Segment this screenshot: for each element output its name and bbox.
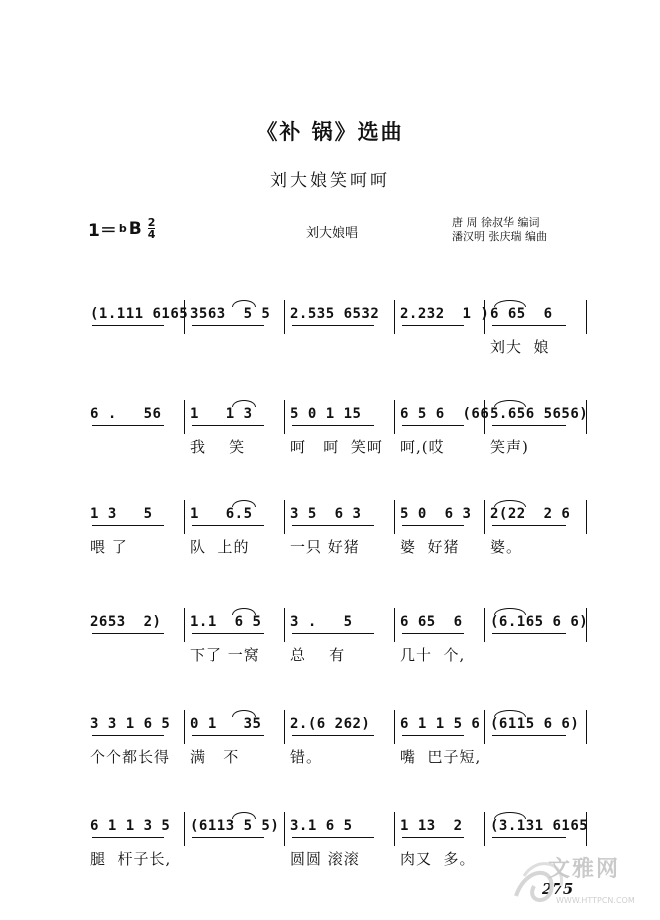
beam-line (492, 633, 566, 634)
measure-notes: 3 5 6 3 (290, 506, 362, 522)
beam-line (292, 837, 374, 838)
measure-lyrics: 喂 了 (90, 538, 128, 556)
slur-mark (494, 710, 526, 717)
measure-lyrics: 错。 (290, 748, 323, 766)
slur-mark (232, 500, 256, 507)
measure-notes: 1 3 5 (90, 506, 153, 522)
score-system (84, 400, 589, 470)
beam-line (492, 837, 566, 838)
beam-line (92, 425, 164, 426)
beam-line (402, 325, 464, 326)
beam-line (292, 525, 374, 526)
slur-mark (494, 300, 526, 307)
measure-notes: 6 5 6 (66 (400, 406, 490, 422)
measure-notes: (1.111 6165 (90, 306, 189, 322)
measure-notes: 6 . 56 (90, 406, 162, 422)
barline (394, 300, 395, 334)
barline (586, 300, 587, 334)
beam-line (492, 425, 566, 426)
flat-sign: b (118, 222, 127, 235)
slur-mark (494, 608, 526, 615)
credits (452, 216, 547, 244)
barline (284, 812, 285, 846)
slur-mark (494, 812, 526, 819)
measure-notes: 1 1 3 (190, 406, 253, 422)
beam-line (92, 735, 164, 736)
watermark-url: WWW.HTTPCN.COM (556, 896, 635, 905)
beam-line (492, 735, 566, 736)
key-signature (88, 216, 155, 241)
slur-mark (494, 500, 526, 507)
slur-mark (494, 400, 526, 407)
barline (586, 500, 587, 534)
measure-lyrics: 一只 好猪 (290, 538, 360, 556)
measure-lyrics: 刘大 娘 (490, 338, 550, 356)
measure-notes: 5 0 6 3 (400, 506, 472, 522)
barline (284, 400, 285, 434)
measure-notes: (6115 6 6) (490, 716, 580, 732)
measure-lyrics: 我 笑 (190, 438, 246, 456)
measure-notes: 1 6.5 (190, 506, 253, 522)
measure-lyrics: 个个都长得 (90, 748, 171, 766)
barline (484, 812, 485, 846)
measure-lyrics: 几十 个, (400, 646, 466, 664)
measure-notes: (6113 5 5) (190, 818, 280, 834)
measure-lyrics: 呵 呵 笑呵 (290, 438, 383, 456)
barline (284, 608, 285, 642)
barline (484, 608, 485, 642)
barline (394, 710, 395, 744)
page-title: 《补 锅》选曲 (256, 119, 404, 144)
barline (184, 812, 185, 846)
barline (586, 710, 587, 744)
beam-line (402, 837, 464, 838)
beam-line (92, 525, 164, 526)
barline (284, 710, 285, 744)
measure-lyrics: 下了 一窝 (190, 646, 260, 664)
slur-mark (232, 300, 256, 307)
barline (184, 400, 185, 434)
song-title: 刘大娘笑呵呵 (270, 171, 390, 191)
measure-lyrics: 笑声) (490, 438, 529, 456)
barline (394, 608, 395, 642)
slur-mark (232, 812, 256, 819)
measure-lyrics: 圆圆 滚滚 (290, 850, 360, 868)
score-system (84, 300, 586, 370)
barline (394, 400, 395, 434)
barline (484, 500, 485, 534)
measure-notes: 6 65 6 (400, 614, 463, 630)
measure-notes: 2.(6 262) (290, 716, 371, 732)
time-top: 2 (147, 216, 156, 229)
measure-lyrics: 腿 杆子长, (90, 850, 172, 868)
barline (184, 710, 185, 744)
beam-line (402, 525, 464, 526)
measure-lyrics: 嘴 巴子短, (400, 748, 482, 766)
measure-lyrics: 肉又 多。 (400, 850, 476, 868)
beam-line (192, 525, 264, 526)
beam-line (192, 633, 264, 634)
measure-notes: 5 0 1 15 (290, 406, 362, 422)
credits-composers: 潘汉明 张庆瑞 编曲 (452, 230, 547, 243)
beam-line (192, 735, 264, 736)
measure-notes: 3563 5 5 (190, 306, 271, 322)
barline (184, 608, 185, 642)
barline (394, 812, 395, 846)
beam-line (92, 837, 164, 838)
beam-line (492, 525, 566, 526)
beam-line (92, 633, 164, 634)
score-system (84, 710, 586, 780)
measure-notes: 2.535 6532 (290, 306, 380, 322)
measure-notes: 2(22 2 6 (490, 506, 571, 522)
page-number: 275 (542, 880, 574, 898)
measure-lyrics: 总 有 (290, 646, 346, 664)
measure-notes: 0 1 35 (190, 716, 262, 732)
measure-notes: 2.232 1 ) (400, 306, 490, 322)
measure-notes: 1.1 6 5 (190, 614, 262, 630)
key-prefix: 1＝ (88, 221, 117, 241)
measure-notes: 2653 2) (90, 614, 162, 630)
time-bottom: 4 (147, 228, 156, 241)
beam-line (292, 735, 374, 736)
barline (284, 500, 285, 534)
measure-notes: (3.131 6165 (490, 818, 589, 834)
key-note: B (128, 218, 142, 239)
barline (394, 500, 395, 534)
measure-notes: 6 65 6 (490, 306, 553, 322)
singer-label: 刘大娘唱 (306, 226, 359, 241)
barline (284, 300, 285, 334)
beam-line (192, 425, 264, 426)
slur-mark (232, 608, 256, 615)
time-signature (148, 217, 156, 240)
watermark-text: 文雅网 (548, 857, 621, 882)
barline (184, 500, 185, 534)
measure-lyrics: 队 上的 (190, 538, 250, 556)
measure-notes: 3 3 1 6 5 (90, 716, 171, 732)
measure-notes: 3 . 5 (290, 614, 353, 630)
beam-line (492, 325, 566, 326)
beam-line (402, 425, 464, 426)
beam-line (292, 425, 374, 426)
slur-mark (232, 710, 256, 717)
measure-lyrics: 呵,(哎 (400, 438, 445, 456)
beam-line (292, 633, 374, 634)
measure-notes: 5.656 5656) (490, 406, 589, 422)
beam-line (192, 837, 264, 838)
measure-lyrics: 婆。 (490, 538, 523, 556)
measure-notes: 3.1 6 5 (290, 818, 353, 834)
measure-notes: (6.165 6 6) (490, 614, 589, 630)
beam-line (292, 325, 374, 326)
measure-notes: 6 1 1 5 6 (400, 716, 481, 732)
score-system (84, 608, 589, 678)
beam-line (92, 325, 164, 326)
slur-mark (232, 400, 256, 407)
measure-lyrics: 婆 好猪 (400, 538, 460, 556)
score-system (84, 500, 586, 570)
measure-lyrics: 满 不 (190, 748, 240, 766)
measure-notes: 1 13 2 (400, 818, 463, 834)
beam-line (402, 735, 464, 736)
beam-line (192, 325, 264, 326)
barline (484, 710, 485, 744)
measure-notes: 6 1 1 3 5 (90, 818, 171, 834)
beam-line (402, 633, 464, 634)
credits-lyricists: 唐 周 徐叔华 编词 (452, 216, 540, 229)
